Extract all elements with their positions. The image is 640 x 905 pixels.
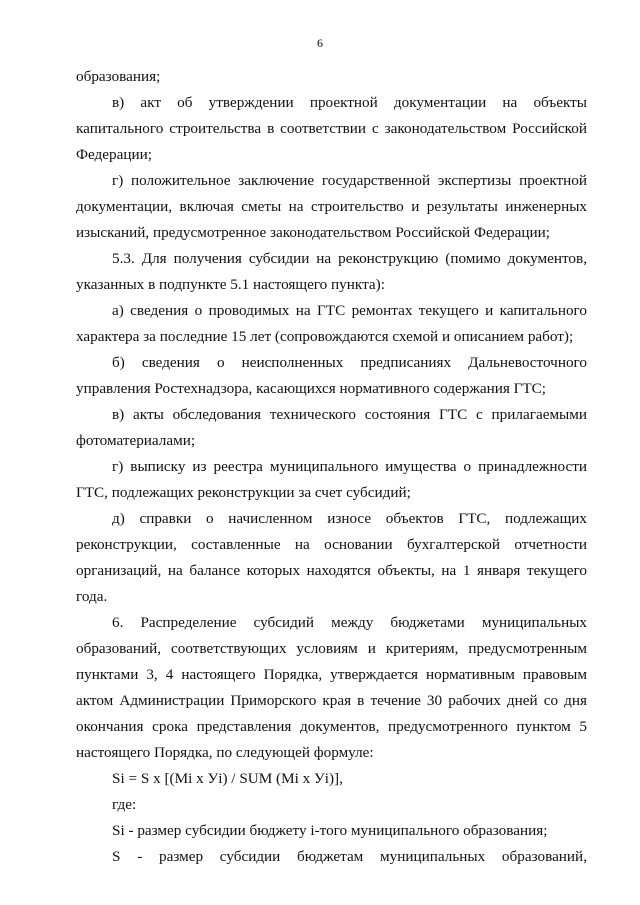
document-body: [76, 64, 587, 870]
paragraph-5-3: 5.3. Для получения субсидии на реконструкцию (помимо документов, указанных в подпункте 5.1 настоящего пункта):: [76, 250, 587, 293]
paragraph-item-g-registry: г) выписку из реестра муниципального имущества о принадлежности ГТС, подлежащих реконструкции за счет субсидий;: [76, 458, 587, 501]
formula-where: где:: [112, 796, 137, 813]
paragraph-item-d-depreciation: д) справки о начисленном износе объектов ГТС, подлежащих реконструкции, составленные на основании бухгалтерской отчетности организаций, на балансе которых находятся объекты, на 1 января текущего года.: [76, 510, 587, 605]
paragraph-item-v-inspection: в) акты обследования технического состояния ГТС с прилагаемыми фотоматериалами;: [76, 406, 587, 449]
paragraph-item-a-repairs: а) сведения о проводимых на ГТС ремонтах текущего и капитального характера за последние 15 лет (сопровождаются схемой и описанием работ);: [76, 302, 587, 345]
formula-definition-si: Si - размер субсидии бюджету i-того муниципального образования;: [112, 822, 548, 839]
page-number: 6: [317, 36, 323, 50]
paragraph-continuation: образования;: [76, 68, 161, 85]
paragraph-item-v-act: в) акт об утверждении проектной документации на объекты капитального строительства в соответствии с законодательством Российской Федерации;: [76, 94, 587, 163]
paragraph-6-distribution: 6. Распределение субсидий между бюджетами муниципальных образований, соответствующих условиям и критериям, предусмотренным пунктами 3, 4 настоящего Порядка, утверждается нормативным правовым актом Администрации Приморского края в течение 30 рабочих дней со дня окончания срока представления документов, предусмотренного пунктом 5 настоящего Порядка, по следующей формуле:: [76, 614, 587, 761]
paragraph-item-b-prescriptions: б) сведения о неисполненных предписаниях Дальневосточного управления Ростехнадзора, касающихся нормативного содержания ГТС;: [76, 354, 587, 397]
formula: Si = S x [(Mi x Уi) / SUM (Mi x Уi)],: [112, 770, 343, 787]
paragraph-item-g-expertise: г) положительное заключение государственной экспертизы проектной документации, включая сметы на строительство и результаты инженерных изысканий, предусмотренное законодательством Российской Федерации;: [76, 172, 587, 241]
formula-definition-s: S - размер субсидии бюджетам муниципальных образований,: [112, 848, 587, 865]
